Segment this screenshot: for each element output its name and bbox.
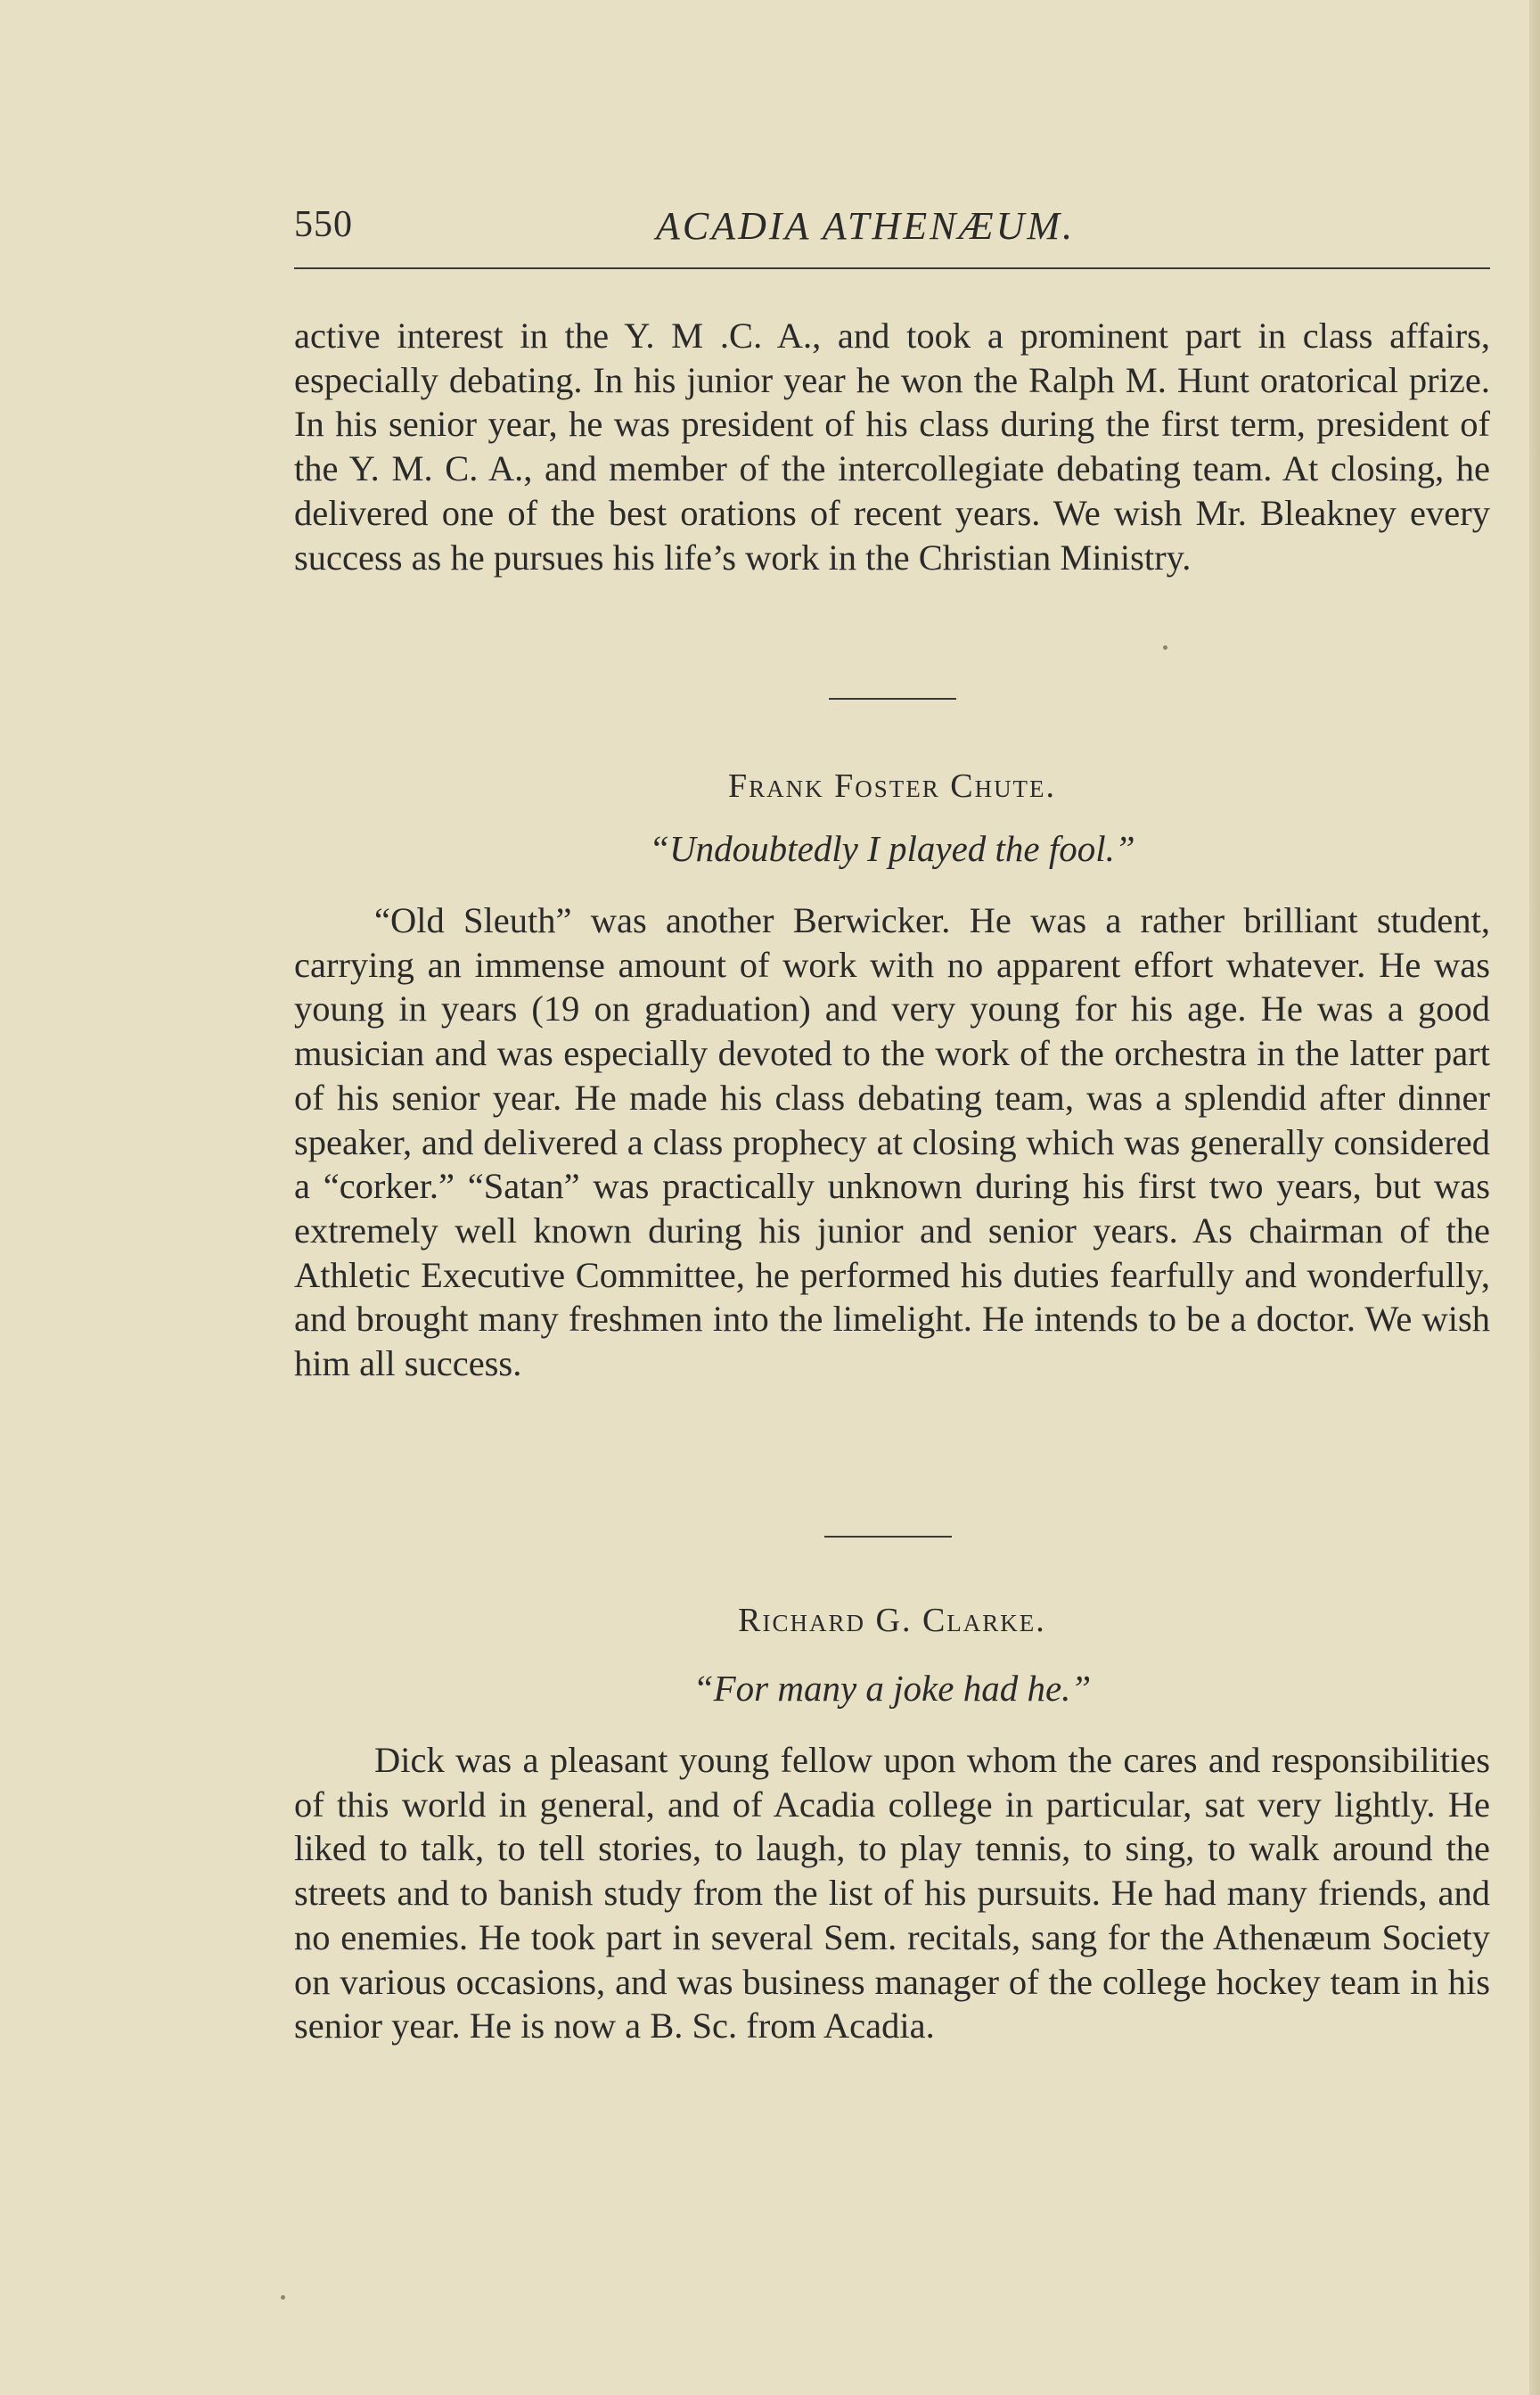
clarke-motto: “For many a joke had he.” — [692, 1668, 1092, 1709]
bleakney-paragraph-block — [294, 314, 1490, 579]
section-divider — [829, 698, 956, 700]
page-edge — [1529, 0, 1540, 2395]
clarke-paragraph: Dick was a pleasant young fellow upon whom the cares and responsibilities of this world in general, and of Acadia college in particular, sat very lightly. He liked to talk, to tell stories, to laugh, to play tennis, to sing, to walk around the streets and to banish study from the list of his pursuits. He had many friends, and no enemies. He took part in several Sem. recitals, sang for the Athenæum Society on various occasions, and was business manager of the college hockey team in his senior year. He is now a B. Sc. from Acadia. — [294, 1740, 1490, 2046]
header-rule — [294, 267, 1490, 269]
chute-paragraph-block — [294, 898, 1490, 1386]
bleakney-paragraph: active interest in the Y. M .C. A., and took a prominent part in class affairs, especially debating. In his junior year he won the Ralph M. Hunt oratorical prize. In his senior year, he was president of his class during the first term, president of the Y. M. C. A., and member of the intercollegiate debating team. At closing, he delivered one of the best orations of recent years. We wish Mr. Bleakney every success as he pursues his life’s work in the Christian Ministry. — [294, 316, 1490, 578]
chute-paragraph: “Old Sleuth” was another Berwicker. He was a rather brilliant student, carrying an immense amount of work with no apparent effort whatever. He was young in years (19 on graduation) and very young for his age. He was a good musician and was especially devoted to the work of the orchestra in the latter part of his senior year. He made his class debating team, was a splendid after dinner speaker, and delivered a class prophecy at closing which was generally considered a “corker.” “Satan” was practically unknown during his first two years, but was extremely well known during his junior and senior years. As chairman of the Athletic Executive Committee, he performed his duties fearfully and wonderfully, and brought many freshmen into the limelight. He intends to be a doctor. We wish him all success. — [294, 900, 1490, 1384]
clarke-paragraph-block — [294, 1738, 1490, 2048]
chute-motto: “Undoubtedly I played the fool.” — [649, 828, 1135, 869]
chute-name-heading: Frank Foster Chute. — [727, 767, 1057, 805]
paper-speck — [1163, 645, 1167, 650]
section-divider — [824, 1536, 952, 1538]
page-number: 550 — [294, 204, 353, 245]
running-title: ACADIA ATHENÆUM. — [656, 204, 1076, 248]
paper-speck — [281, 2295, 285, 2300]
clarke-name-heading: Richard G. Clarke. — [738, 1602, 1046, 1639]
